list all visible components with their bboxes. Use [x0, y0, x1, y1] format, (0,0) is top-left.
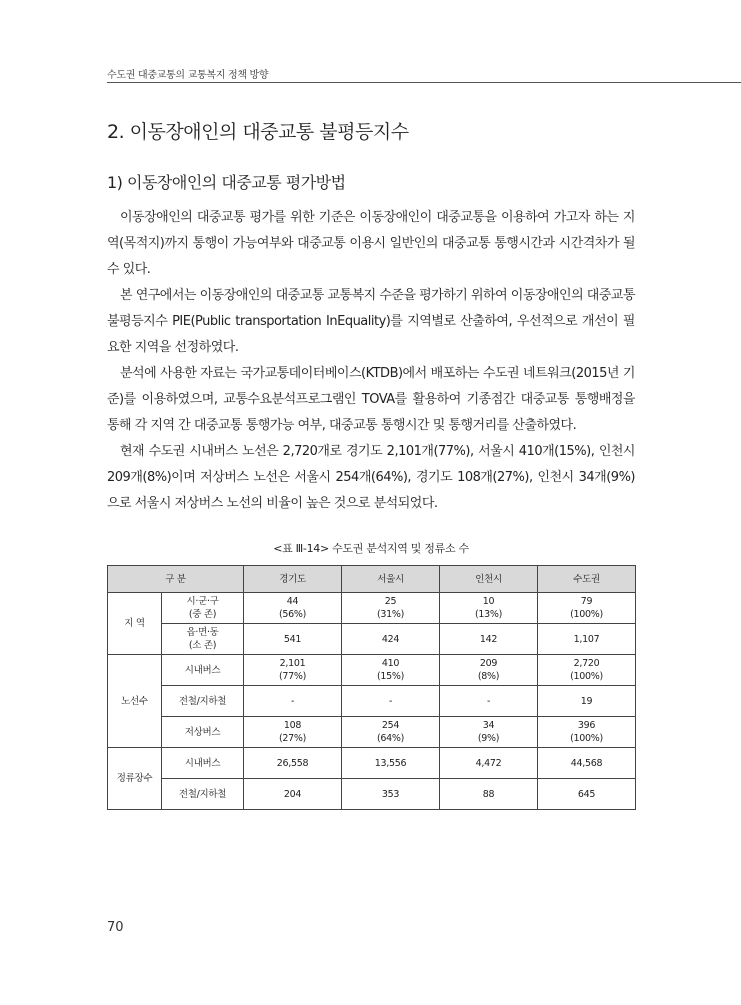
table-row — [108, 779, 636, 810]
table-cell: 2,720 (100%) — [538, 655, 636, 686]
header-rule — [107, 82, 741, 83]
table-cell: - — [244, 686, 342, 717]
table-cell: 44,568 — [538, 748, 636, 779]
table-cell: 424 — [342, 624, 440, 655]
table-cell: 1,107 — [538, 624, 636, 655]
table-cell: 26,558 — [244, 748, 342, 779]
table-row — [108, 717, 636, 748]
table-header-cell: 서울시 — [342, 566, 440, 593]
table-cell: 34 (9%) — [440, 717, 538, 748]
paragraph: 이동장애인의 대중교통 평가를 위한 기준은 이동장애인이 대중교통을 이용하여 가고자 하는 지역(목적지)까지 통행이 가능여부와 대중교통 이용시 일반인의 대중교통 통행시간과 시간격차가 될 수 있다. — [107, 210, 635, 277]
table-cell: - — [342, 686, 440, 717]
paragraph: 현재 수도권 시내버스 노선은 2,720개로 경기도 2,101개(77%), 서울시 410개(15%), 인천시 209개(8%)이며 저상버스 노선은 서울시 254개(64%), 경기도 108개(27%), 인천시 34개(9%)으로 서울시 저상버스 노선의 비율이 높은 것으로 분석되었다. — [107, 444, 635, 511]
table-header-cell: 경기도 — [244, 566, 342, 593]
running-header: 수도권 대중교통의 교통복지 정책 방향 — [107, 70, 269, 81]
table-cell: 79 (100%) — [538, 593, 636, 624]
table-cell: 108 (27%) — [244, 717, 342, 748]
table-cell: 44 (56%) — [244, 593, 342, 624]
table-cell: 88 — [440, 779, 538, 810]
row-label: 시내버스 — [162, 748, 244, 779]
table-row — [108, 655, 636, 686]
table-header-row — [108, 566, 636, 593]
table-cell: 19 — [538, 686, 636, 717]
table-row — [108, 748, 636, 779]
row-label: 시·군·구 (중 존) — [162, 593, 244, 624]
table-cell: 396 (100%) — [538, 717, 636, 748]
subsection-title: 1) 이동장애인의 대중교통 평가방법 — [107, 173, 346, 192]
table-cell: 353 — [342, 779, 440, 810]
paragraph: 분석에 사용한 자료는 국가교통데이터베이스(KTDB)에서 배포하는 수도권 네트워크(2015년 기준)를 이용하였으며, 교통수요분석프로그램인 TOVA를 활용하여 기종점간 대중교통 통행배정을 통해 각 지역 간 대중교통 통행가능 여부, 대중교통 통행시간 및 통행거리를 산출하였다. — [107, 366, 635, 433]
section-title: 2. 이동장애인의 대중교통 불평등지수 — [107, 121, 409, 143]
table-cell: 645 — [538, 779, 636, 810]
table-cell: 13,556 — [342, 748, 440, 779]
table-row — [108, 593, 636, 624]
row-label: 저상버스 — [162, 717, 244, 748]
row-group-label: 정류장수 — [108, 748, 162, 810]
table-caption: <표 Ⅲ-14> 수도권 분석지역 및 정류소 수 — [273, 542, 469, 555]
table-cell: 204 — [244, 779, 342, 810]
table-header-group: 구 분 — [108, 566, 244, 593]
table-cell: 410 (15%) — [342, 655, 440, 686]
table-header-cell: 수도권 — [538, 566, 636, 593]
row-label: 전철/지하철 — [162, 686, 244, 717]
table-cell: 25 (31%) — [342, 593, 440, 624]
row-label: 시내버스 — [162, 655, 244, 686]
table-cell: 209 (8%) — [440, 655, 538, 686]
table-row — [108, 624, 636, 655]
data-table — [107, 565, 636, 810]
paragraph: 본 연구에서는 이동장애인의 대중교통 교통복지 수준을 평가하기 위하여 이동장애인의 대중교통 불평등지수 PIE(Public transportation InEquality)를 지역별로 산출하여, 우선적으로 개선이 필요한 지역을 선정하였다. — [107, 288, 636, 355]
table-row — [108, 686, 636, 717]
row-label: 전철/지하철 — [162, 779, 244, 810]
table-cell: 254 (64%) — [342, 717, 440, 748]
row-label: 읍·면·동 (소 존) — [162, 624, 244, 655]
page-number: 70 — [107, 920, 124, 935]
table-cell: - — [440, 686, 538, 717]
table-cell: 142 — [440, 624, 538, 655]
table-cell: 2,101 (77%) — [244, 655, 342, 686]
table-header-cell: 인천시 — [440, 566, 538, 593]
body-text — [107, 205, 635, 517]
row-group-label: 노선수 — [108, 655, 162, 748]
table-cell: 10 (13%) — [440, 593, 538, 624]
table-cell: 541 — [244, 624, 342, 655]
row-group-label: 지 역 — [108, 593, 162, 655]
table-cell: 4,472 — [440, 748, 538, 779]
